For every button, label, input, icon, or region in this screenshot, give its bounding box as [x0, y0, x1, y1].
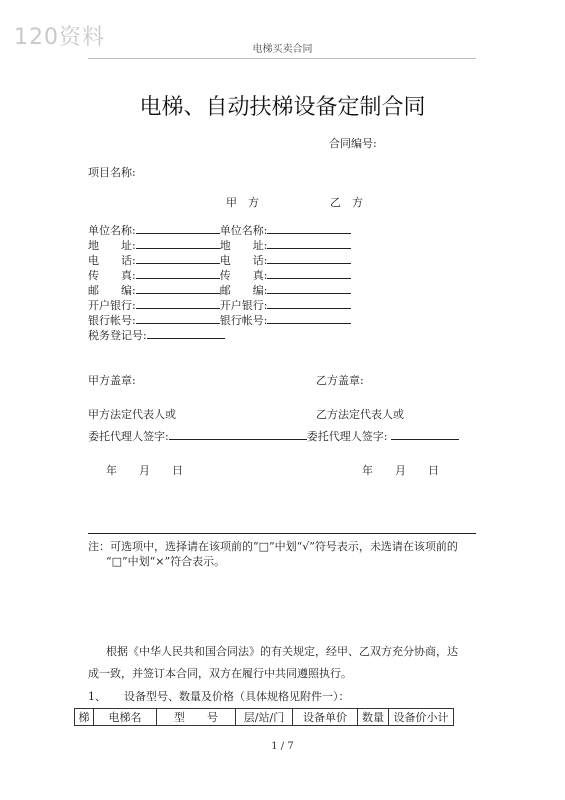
party-a-rep-label: 甲方法定代表人或 [88, 408, 176, 421]
document-title: 电梯、自动扶梯设备定制合同 [139, 95, 426, 120]
party-a-date: 年 月 日 [106, 464, 183, 477]
info-row [88, 297, 351, 313]
party-b-date: 年 月 日 [362, 464, 439, 477]
page-header: 电梯买卖合同 [252, 44, 313, 55]
table-header-cell: 电梯名 [94, 709, 157, 726]
info-label-b: 传 真: [219, 269, 268, 282]
blank-line[interactable] [267, 282, 351, 294]
blank-line[interactable] [136, 312, 220, 324]
intro-line-1: 根据《中华人民共和国合同法》的有关规定，经甲、乙双方充分协商，达 [106, 645, 458, 658]
table-header-cell: 梯 [75, 709, 94, 726]
blank-line[interactable] [267, 267, 351, 279]
note-divider [88, 533, 476, 534]
info-label-b: 地 址: [219, 239, 268, 252]
info-label-a: 电 话: [88, 254, 136, 267]
blank-line[interactable] [267, 237, 351, 249]
page-number: 1 / 7 [271, 741, 294, 752]
intro-line-2: 成一致，并签订本合同，双方在履行中共同遵照执行。 [88, 667, 352, 680]
info-label-b: 银行帐号: [219, 314, 268, 327]
info-label-a: 地 址: [88, 239, 136, 252]
info-label-a: 传 真: [88, 269, 136, 282]
note-line-2: “□”中划“×”符合表示。 [106, 555, 226, 568]
header-divider [88, 58, 476, 59]
tax-label: 税务登记号: [88, 329, 147, 342]
info-label-b: 电 话: [219, 254, 268, 267]
blank-line[interactable] [136, 237, 220, 249]
equipment-table [74, 708, 454, 726]
blank-line[interactable] [147, 327, 225, 339]
blank-line[interactable] [136, 252, 220, 264]
table-header-cell: 型 号 [157, 709, 236, 726]
info-label-a: 单位名称: [88, 224, 136, 237]
blank-line[interactable] [267, 297, 351, 309]
note-line-1: 注：可选项中，选择请在该项前的“□”中划“√”符号表示，未选请在该项前的 [88, 540, 458, 553]
info-row [88, 267, 351, 283]
party-a-heading: 甲 方 [226, 196, 259, 209]
blank-line[interactable] [136, 222, 220, 234]
party-b-seal-label: 乙方盖章: [316, 374, 364, 387]
blank-line[interactable] [136, 267, 220, 279]
blank-line[interactable] [267, 222, 351, 234]
table-header-cell: 数量 [358, 709, 389, 726]
party-a-sign-line[interactable] [169, 428, 307, 440]
info-label-b: 开户银行: [219, 299, 268, 312]
party-b-heading: 乙 方 [330, 196, 363, 209]
table-header-cell: 设备单价 [293, 709, 358, 726]
info-row [88, 312, 351, 328]
project-name-label: 项目名称: [88, 166, 136, 179]
contract-number-label: 合同编号: [329, 137, 377, 150]
table-header-cell: 设备价小计 [389, 709, 454, 726]
party-b-sign-label: 委托代理人签字: [306, 430, 388, 443]
blank-line[interactable] [136, 297, 220, 309]
watermark: 120资料 [14, 25, 105, 50]
signature-row [88, 428, 459, 444]
section-number: 1、 [88, 690, 106, 703]
party-a-sign-label: 委托代理人签字: [88, 430, 169, 443]
info-label-a: 开户银行: [88, 299, 136, 312]
blank-line[interactable] [136, 282, 220, 294]
info-row [88, 327, 225, 343]
blank-line[interactable] [267, 312, 351, 324]
section-1-heading [88, 688, 350, 704]
info-row [88, 282, 351, 298]
party-a-seal-label: 甲方盖章: [88, 374, 136, 387]
info-row [88, 252, 351, 268]
section-title: 设备型号、数量及价格（具体规格见附件一）： [124, 690, 350, 703]
party-b-rep-label: 乙方法定代表人或 [316, 408, 404, 421]
info-label-a: 银行帐号: [88, 314, 136, 327]
table-header-row [75, 709, 454, 726]
info-label-b: 邮 编: [219, 284, 268, 297]
info-label-b: 单位名称: [219, 224, 268, 237]
info-row [88, 237, 351, 253]
blank-line[interactable] [267, 252, 351, 264]
info-label-a: 邮 编: [88, 284, 136, 297]
info-row [88, 222, 351, 238]
party-b-sign-line[interactable] [391, 428, 459, 440]
table-header-cell: 层/站/门 [236, 709, 293, 726]
